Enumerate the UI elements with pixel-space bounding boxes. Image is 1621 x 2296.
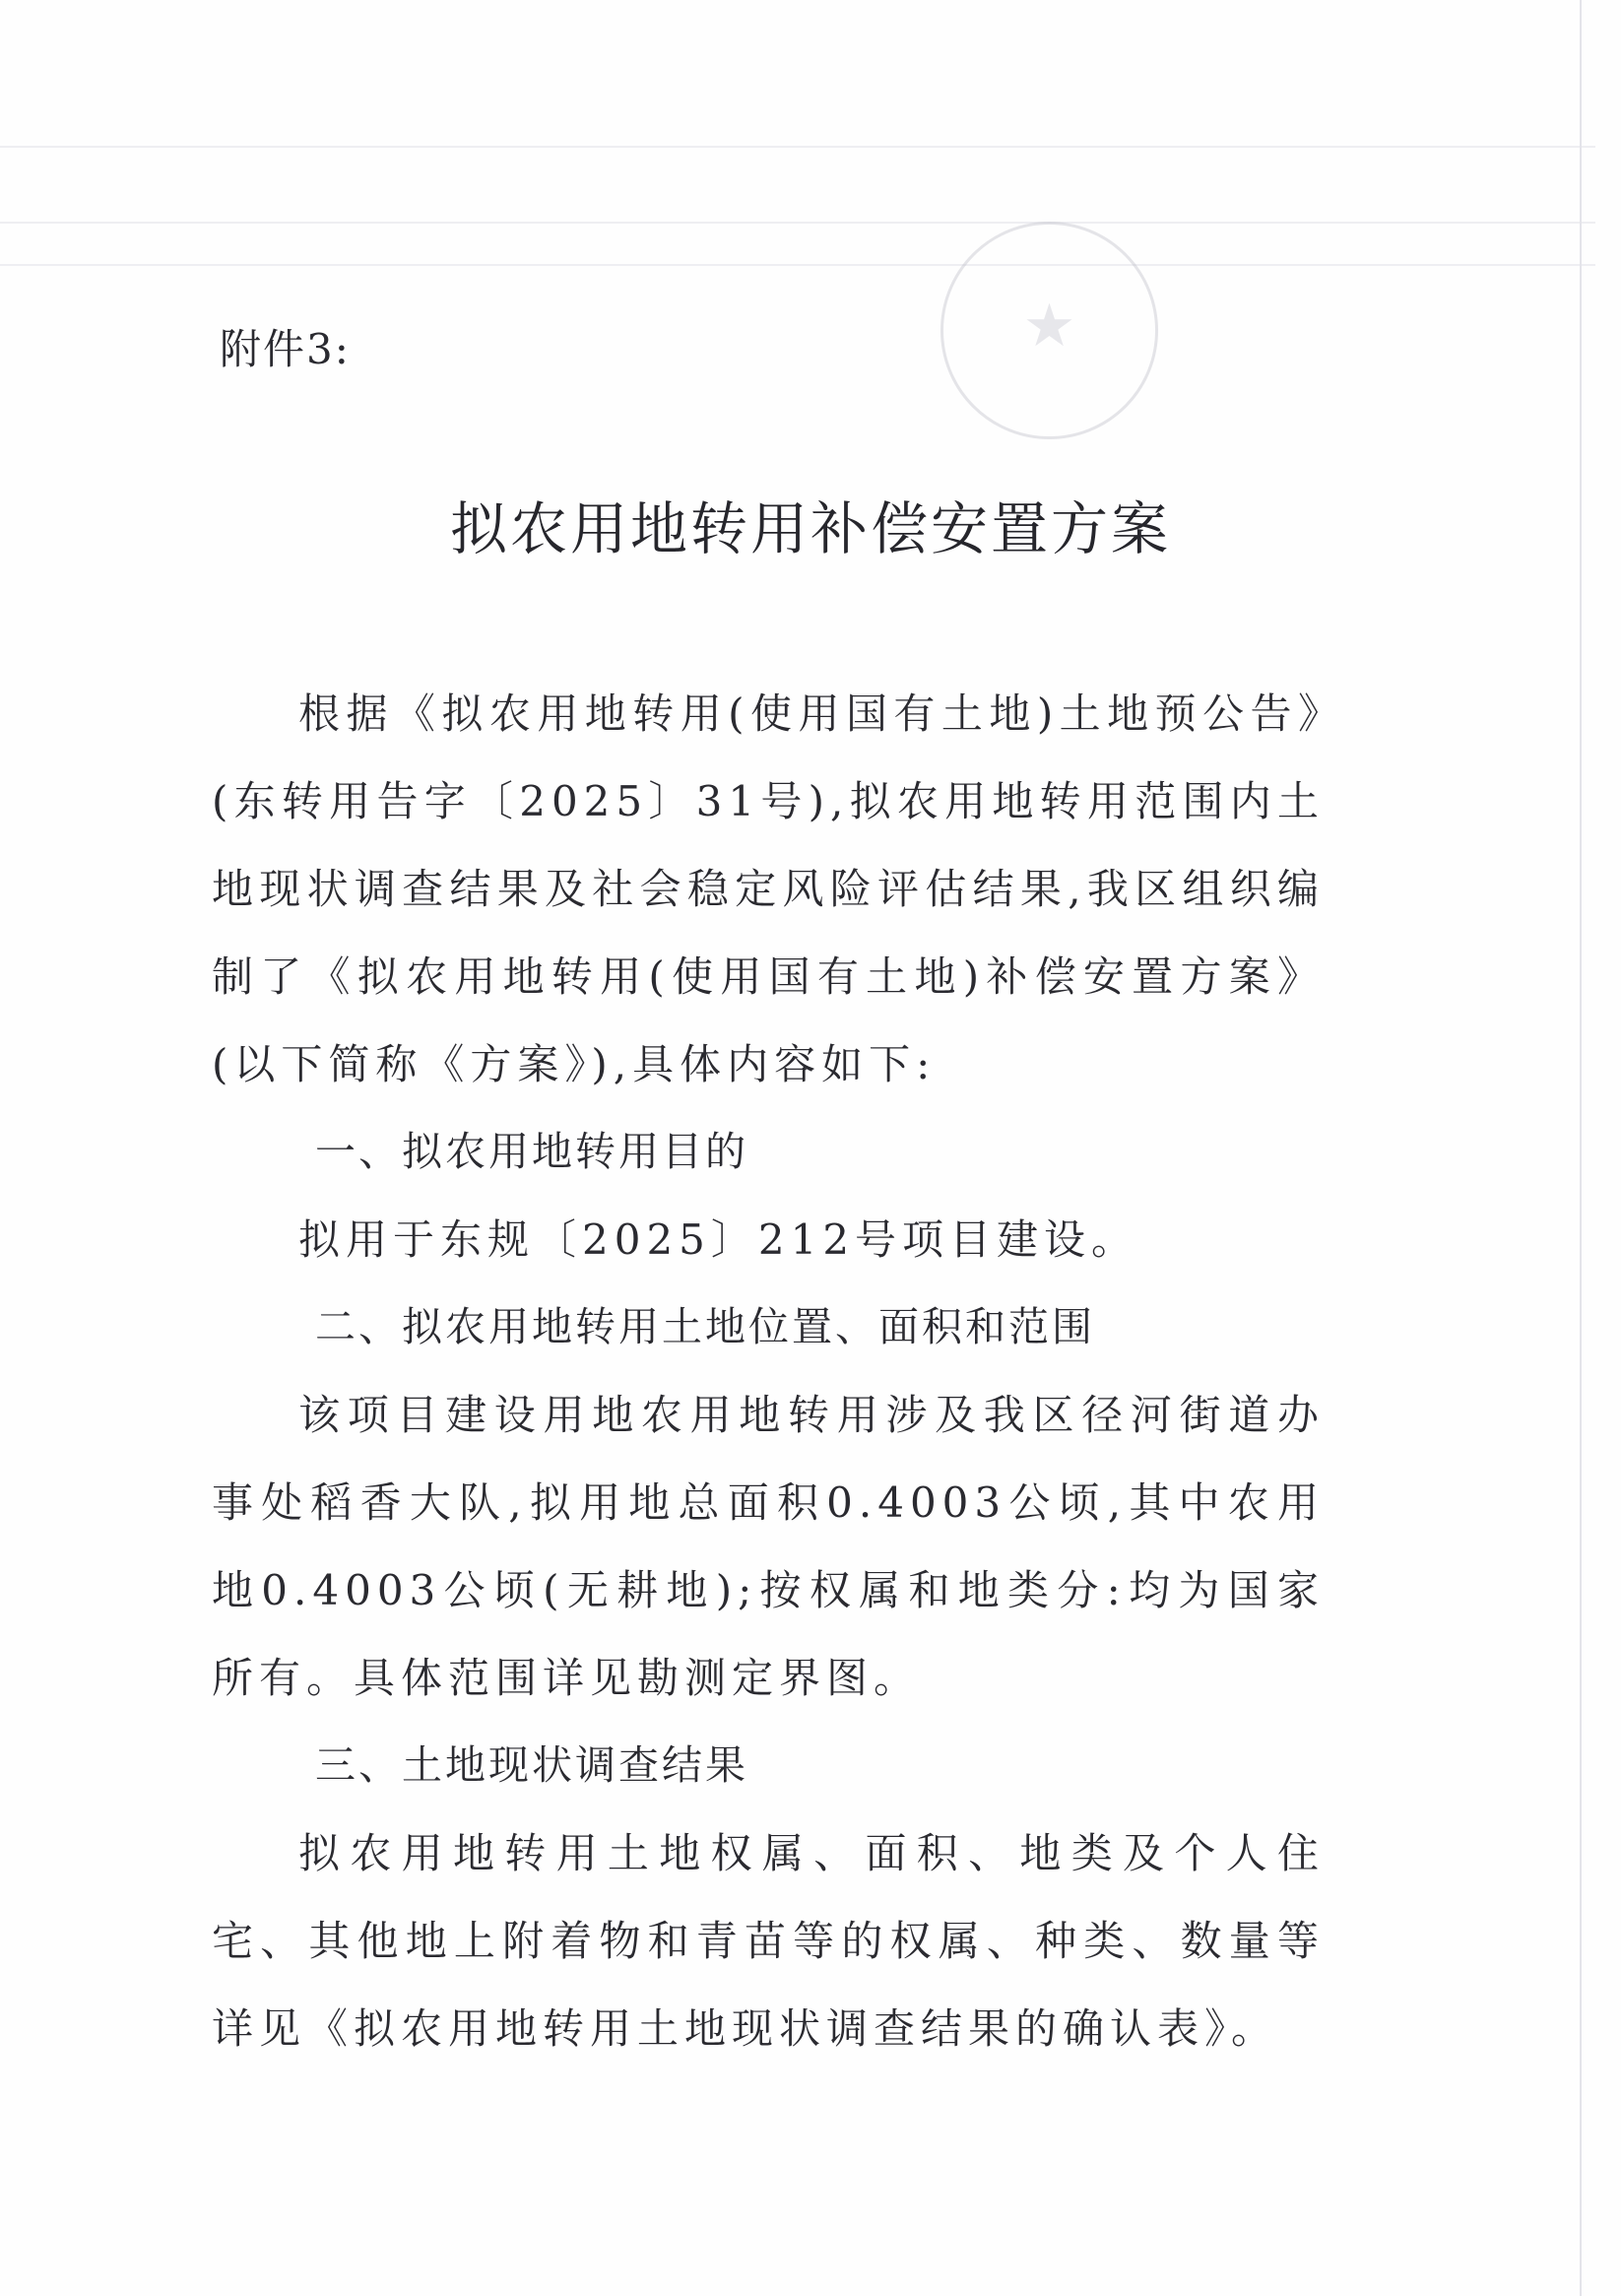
section-heading-location: 二、拟农用地转用土地位置、面积和范围 — [315, 1303, 1095, 1350]
purpose-paragraph: 拟用于东规〔2025〕212号项目建设。 — [298, 1215, 1139, 1264]
annex-label: 附件3: — [220, 325, 351, 373]
document-body — [212, 670, 1325, 2072]
section-heading-survey: 三、土地现状调查结果 — [315, 1741, 748, 1789]
location-paragraph: 该项目建设用地农用地转用涉及我区径河街道办事处稻香大队,拟用地总面积0.4003公顷,其中农用地0.4003公顷(无耕地);按权属和地类分:均为国家所有。具体范围详见勘测定界图。 — [212, 1391, 1325, 1702]
scan-streak — [0, 264, 1595, 266]
scan-streak — [0, 146, 1595, 148]
scan-streak — [0, 222, 1595, 224]
section-heading-purpose: 一、拟农用地转用目的 — [315, 1128, 748, 1175]
seal-star-icon: ★ — [1022, 292, 1076, 361]
document-title: 拟农用地转用补偿安置方案 — [449, 495, 1171, 562]
survey-paragraph: 拟农用地转用土地权属、面积、地类及个人住宅、其他地上附着物和青苗等的权属、种类、数量等详见《拟农用地转用土地现状调查结果的确认表》。 — [212, 1829, 1325, 2053]
scan-edge-line — [1580, 0, 1582, 2296]
intro-paragraph: 根据《拟农用地转用(使用国有土地)土地预公告》(东转用告字〔2025〕31号),拟农用地转用范围内土地现状调查结果及社会稳定风险评估结果,我区组织编制了《拟农用地转用(使用国有土地)补偿安置方案》(以下简称《方案》),具体内容如下: — [212, 689, 1325, 1088]
faint-official-seal — [940, 222, 1158, 439]
